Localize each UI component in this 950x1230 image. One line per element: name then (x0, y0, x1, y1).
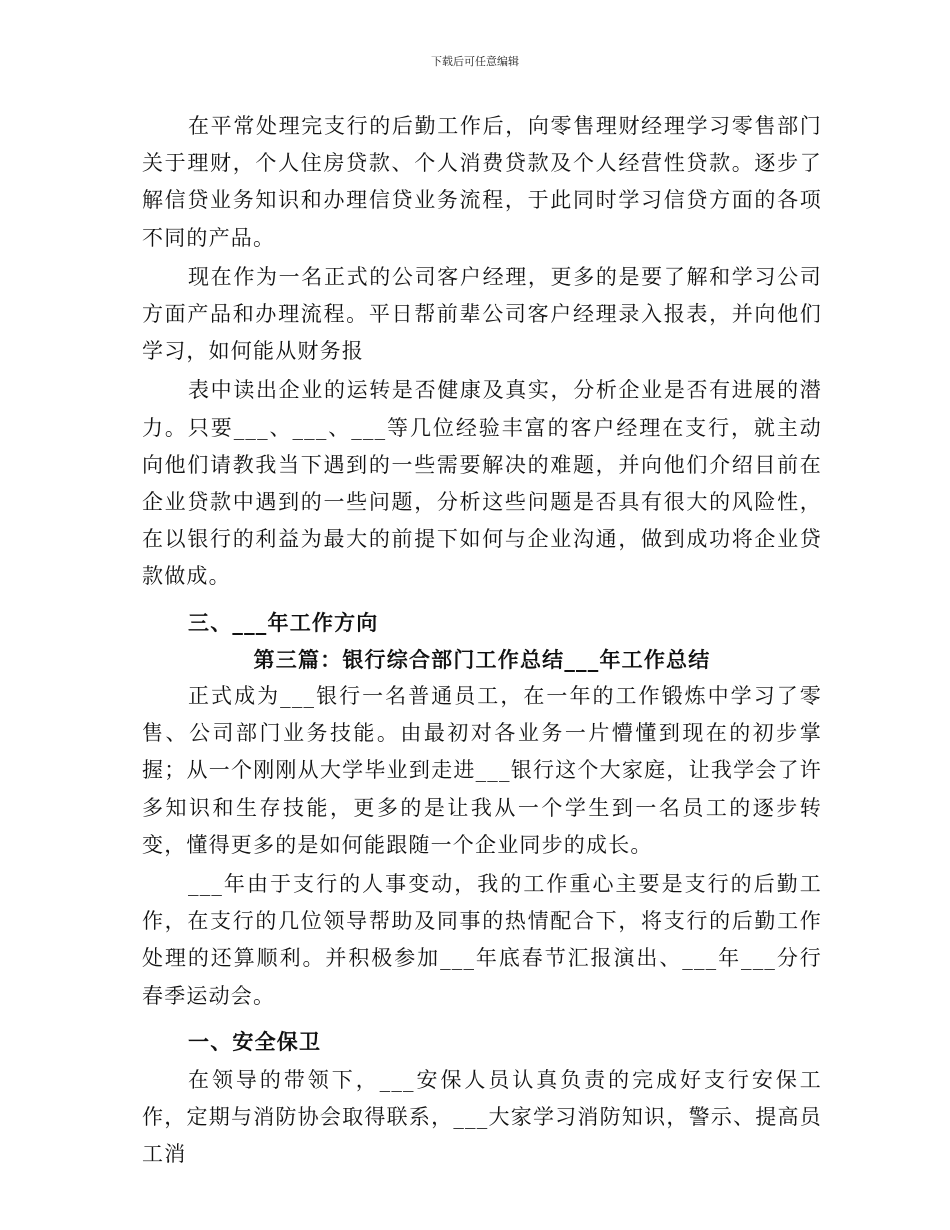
heading-security: 一、安全保卫 (188, 1028, 322, 1054)
section-title: 第三篇：银行综合部门工作总结___年工作总结 (253, 646, 711, 672)
paragraph-2: 现在作为一名正式的公司客户经理，更多的是要了解和学习公司方面产品和办理流程。平日帮前辈公司客户经理录入报表，并向他们学习，如何能从财务报 (142, 264, 822, 364)
paragraph-5: ___年由于支行的人事变动，我的工作重心主要是支行的后勤工作，在支行的几位领导帮助及同事的热情配合下，将支行的后勤工作处理的还算顺利。并积极参加___年底春节汇报演出、___年___分行春季运动会。 (142, 872, 822, 1008)
paragraph-3: 表中读出企业的运转是否健康及真实，分析企业是否有进展的潜力。只要___、___、___等几位经验丰富的客户经理在支行，就主动向他们请教我当下遇到的一些需要解决的难题，并向他们介绍目前在企业贷款中遇到的一些问题，分析这些问题是否具有很大的风险性，在以银行的利益为最大的前提下如何与企业沟通，做到成功将企业贷款做成。 (142, 378, 822, 589)
header-note: 下载后可任意编辑 (431, 55, 519, 68)
paragraph-6: 在领导的带领下，___安保人员认真负责的完成好支行安保工作，定期与消防协会取得联系，___大家学习消防知识，警示、提高员工消 (142, 1068, 822, 1167)
document-body (142, 108, 822, 1174)
heading-work-direction: 三、___年工作方向 (188, 609, 379, 635)
paragraph-1: 在平常处理完支行的后勤工作后，向零售理财经理学习零售部门关于理财，个人住房贷款、个人消费贷款及个人经营性贷款。逐步了解信贷业务知识和办理信贷业务流程，于此同时学习信贷方面的各项不同的产品。 (142, 114, 822, 250)
paragraph-4: 正式成为___银行一名普通员工，在一年的工作锻炼中学习了零售、公司部门业务技能。由最初对各业务一片懵懂到现在的初步掌握；从一个刚刚从大学毕业到走进___银行这个大家庭，让我学会了许多知识和生存技能，更多的是让我从一个学生到一名员工的逐步转变，懂得更多的是如何能跟随一个企业同步的成长。 (142, 684, 822, 857)
